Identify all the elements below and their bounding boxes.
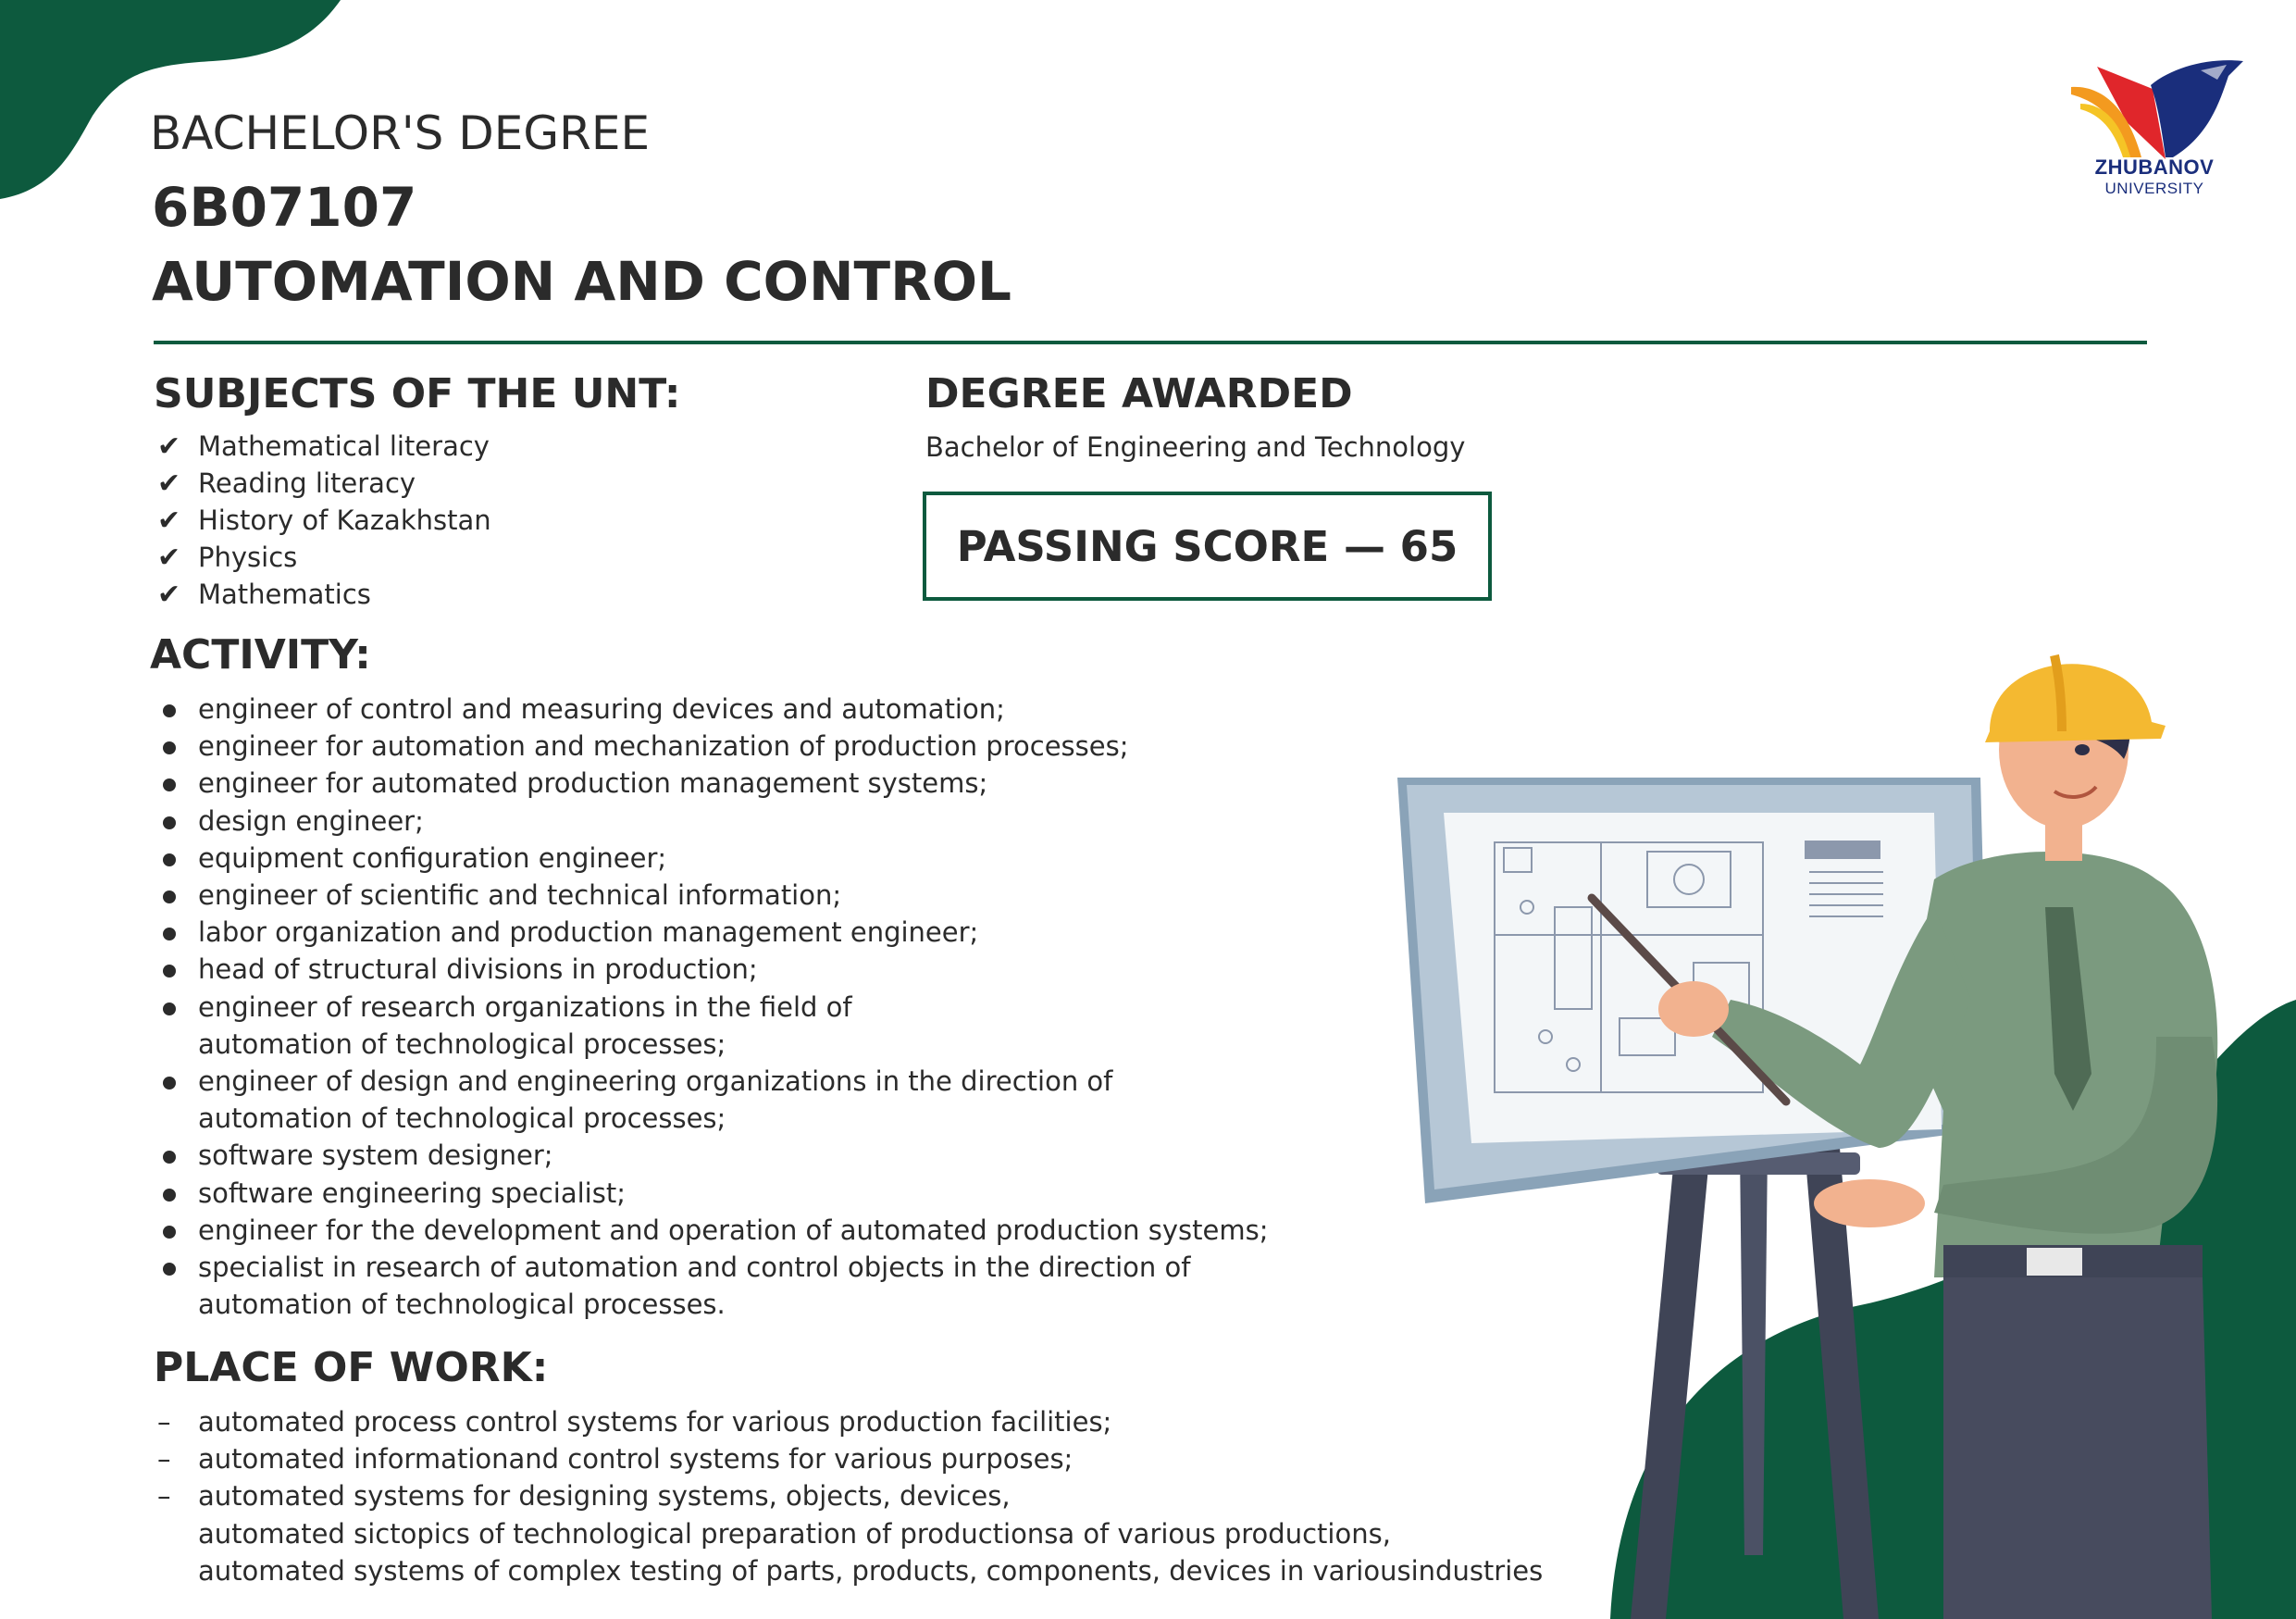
bullet-icon <box>163 965 176 978</box>
bullet-icon <box>163 853 176 866</box>
activity-item: engineer of control and measuring devices and automation; <box>157 691 1269 728</box>
bullet-icon <box>163 1263 176 1276</box>
bullet-icon <box>163 1003 176 1015</box>
check-icon: ✔ <box>157 542 181 574</box>
place-item: – automated systems for designing systems, objects, devices, automated sictopics of technological preparation of productionsa of various productions, automated systems of complex testing of parts, products, components, devices in variousindustries <box>157 1477 1543 1589</box>
place-item: – automated informationand control systems for various purposes; <box>157 1440 1543 1477</box>
activity-item: engineer of design and engineering organizations in the direction of automation of technological processes; <box>157 1063 1269 1137</box>
activity-item: engineer of scientific and technical information; <box>157 877 1269 914</box>
subject-item: ✔ Physics <box>157 539 491 576</box>
activity-item: equipment configuration engineer; <box>157 840 1269 877</box>
university-name: ZHUBANOV <box>2094 156 2215 179</box>
subjects-title: SUBJECTS OF THE UNT: <box>154 370 681 417</box>
place-of-work-list <box>157 1403 1543 1589</box>
engineer-illustration <box>1342 629 2296 1619</box>
degree-level: BACHELOR'S DEGREE <box>150 106 651 160</box>
degree-awarded-value: Bachelor of Engineering and Technology <box>925 431 1466 463</box>
bullet-icon <box>163 1226 176 1239</box>
passing-score-label: PASSING SCORE — 65 <box>956 521 1458 571</box>
activity-item: engineer for automation and mechanization of production processes; <box>157 728 1269 765</box>
dash-icon: – <box>157 1480 171 1513</box>
bullet-icon <box>163 816 176 829</box>
activity-item: design engineer; <box>157 803 1269 840</box>
subjects-list <box>157 428 491 613</box>
subject-item: ✔ Mathematical literacy <box>157 428 491 465</box>
hard-hat-icon <box>1985 664 2166 742</box>
header-divider <box>154 341 2147 344</box>
dash-icon: – <box>157 1406 171 1438</box>
activity-item: specialist in research of automation and control objects in the direction of automation of technological processes. <box>157 1249 1269 1323</box>
place-of-work-title: PLACE OF WORK: <box>154 1344 549 1391</box>
check-icon: ✔ <box>157 504 181 537</box>
trousers <box>1943 1277 2212 1619</box>
activity-item: head of structural divisions in production; <box>157 951 1269 988</box>
check-icon: ✔ <box>157 430 181 463</box>
bullet-icon <box>163 890 176 903</box>
place-item: – automated process control systems for various production facilities; <box>157 1403 1543 1440</box>
dash-icon: – <box>157 1443 171 1476</box>
subject-item: ✔ History of Kazakhstan <box>157 502 491 539</box>
bullet-icon <box>163 1077 176 1090</box>
activity-item: software engineering specialist; <box>157 1175 1269 1212</box>
university-subtitle: UNIVERSITY <box>2104 180 2204 197</box>
bullet-icon <box>163 778 176 791</box>
activity-item: software system designer; <box>157 1137 1269 1174</box>
degree-awarded-title: DEGREE AWARDED <box>925 370 1353 417</box>
activity-title: ACTIVITY: <box>150 631 371 679</box>
activity-item: engineer for the development and operation of automated production systems; <box>157 1212 1269 1249</box>
bullet-icon <box>163 1151 176 1164</box>
check-icon: ✔ <box>157 467 181 500</box>
passing-score-box <box>923 492 1492 601</box>
bullet-icon <box>163 1189 176 1202</box>
bullet-icon <box>163 741 176 754</box>
bullet-icon <box>163 928 176 940</box>
activity-list <box>157 691 1269 1323</box>
program-code: 6B07107 <box>152 176 417 239</box>
subject-item: ✔ Reading literacy <box>157 465 491 502</box>
activity-item: engineer for automated production management systems; <box>157 765 1269 802</box>
check-icon: ✔ <box>157 579 181 611</box>
subject-item: ✔ Mathematics <box>157 576 491 613</box>
corner-decoration <box>0 0 352 204</box>
program-name: AUTOMATION AND CONTROL <box>152 250 1012 313</box>
bullet-icon <box>163 704 176 717</box>
activity-item: engineer of research organizations in the field of automation of technological processes; <box>157 989 1269 1063</box>
activity-item: labor organization and production management engineer; <box>157 914 1269 951</box>
